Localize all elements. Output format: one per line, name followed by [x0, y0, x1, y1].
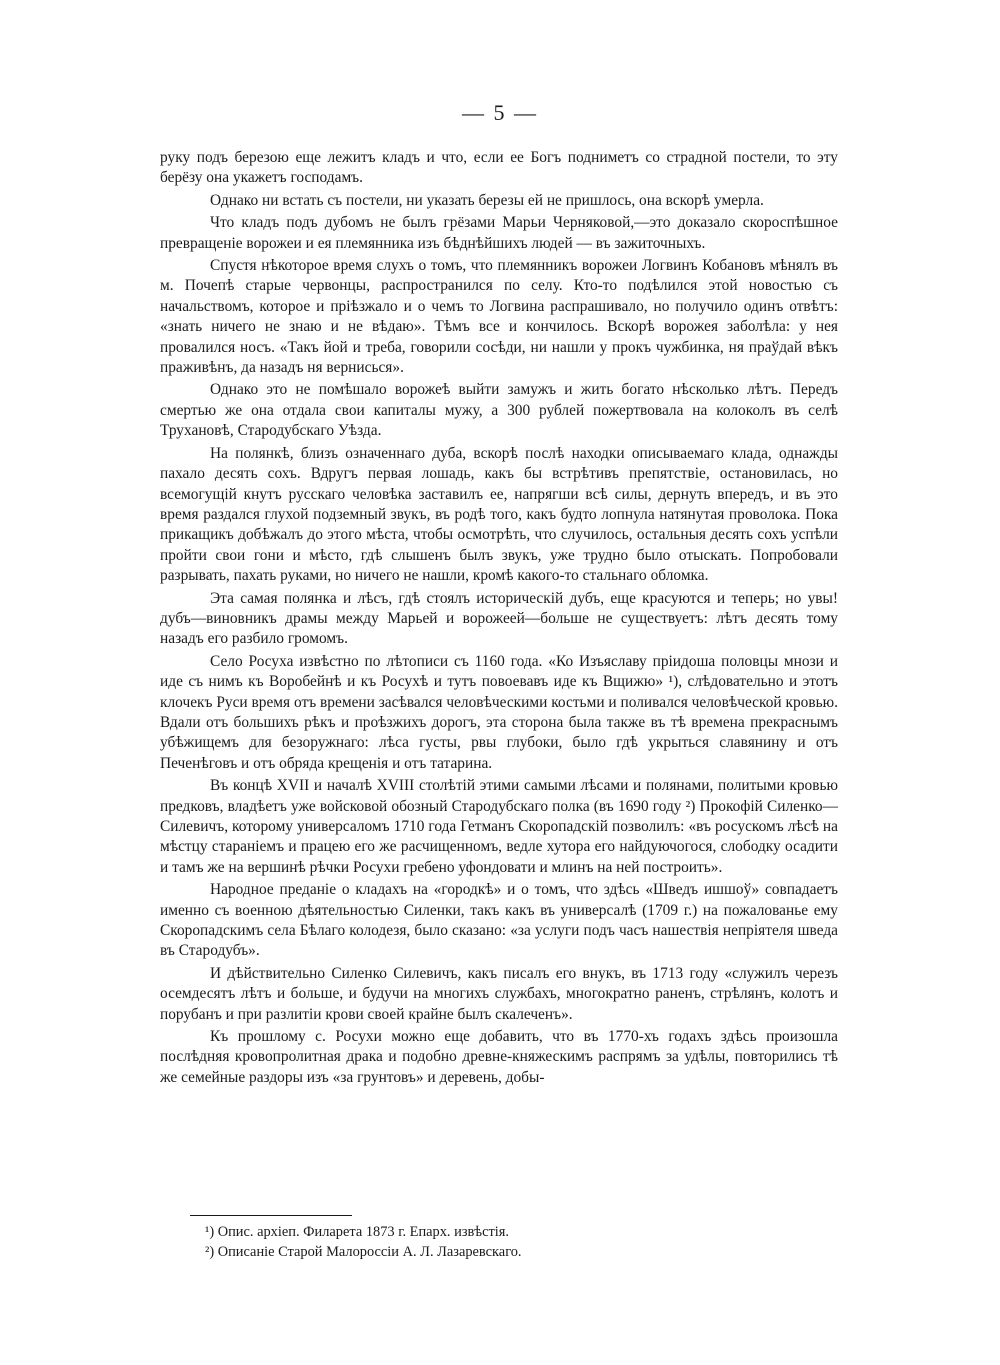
paragraph: Въ концѣ XVII и началѣ XVIII столѣтій этими самыми лѣсами и полянами, политыми кровью предковъ, владѣетъ уже войсковой обозный Стародубскаго полка (въ 1690 году ²) Прокофій Силенко—Силевичъ, которому универсаломъ 1710 года Гетманъ Скоропадскій позволилъ: «въ росускомъ лѣсѣ на мѣстцу стараніемъ и працею его же расчищенномъ, ведле хутора его найдуючогося, слободку осадити и тамъ же на вершинѣ рѣчки Росухи гребено уфондовати и млинъ на ней построить».: [160, 777, 838, 876]
paragraph: И дѣйствительно Силенко Силевичъ, какъ писалъ его внукъ, въ 1713 году «служилъ черезъ осемдесятъ лѣтъ и больше, и будучи на многихъ службахъ, многократно раненъ, стрѣлянъ, колотъ и порубанъ и при разлитіи крови своей крайне былъ скалеченъ».: [160, 964, 838, 1023]
paragraph: Однако это не помѣшало ворожеѣ выйти замужъ и жить богато нѣсколько лѣтъ. Передъ смертью же она отдала свои капиталы мужу, а 300 рублей пожертвовала на колоколъ въ селѣ Трухановѣ, Стародубскаго Уѣзда.: [160, 381, 838, 440]
paragraph: руку подъ березою еще лежитъ кладъ и что, если ее Богъ подниметъ со страдной постели, то эту берёзу она укажетъ господамъ.: [160, 149, 838, 187]
footnote-divider: [190, 1215, 352, 1216]
paragraph: Что кладъ подъ дубомъ не былъ грёзами Марьи Черняковой,—это доказало скороспѣшное превращеніе ворожеи и ея племянника изъ бѣднѣйшихъ людей — въ зажиточныхъ.: [160, 214, 838, 252]
main-text: [160, 148, 838, 1090]
paragraph: Народное преданіе о кладахъ на «городкѣ» и о томъ, что здѣсь «Шведъ ишшоў» совпадаетъ именно съ военною дѣятельностью Силенки, такъ какъ въ универсалѣ (1709 г.) на пожалованье ему Скоропадскимъ села Бѣлаго колодезя, было сказано: «за услуги подъ часъ нашествія непріятеля шведа въ Стародубъ».: [160, 881, 838, 960]
page-number: — 5 —: [462, 100, 538, 125]
paragraph: Эта самая полянка и лѣсъ, гдѣ стоялъ историческій дубъ, еще красуются и теперь; но увы! дубъ—виновникъ драмы между Марьей и ворожеей—больше не существуетъ: лѣтъ десять тому назадъ его разбило громомъ.: [160, 589, 838, 648]
footnote: ²) Описаніе Старой Малороссіи А. Л. Лазаревскаго.: [205, 1244, 522, 1260]
paragraph: Село Росуха извѣстно по лѣтописи съ 1160 года. «Ко Изъяславу пріидоша половцы мнози и иде съ нимъ къ Воробейнѣ и къ Росухѣ и тутъ повоевавъ иде къ Вщижю» ¹), слѣдовательно и этотъ клочекъ Руси время отъ времени засѣвался человѣческими костьми и поливался человѣческой кровью. Вдали отъ большихъ рѣкъ и проѣзжихъ дорогъ, эта сторона была также въ тѣ времена прекраснымъ убѣжищемъ для безоружнаго: лѣса густы, рвы глубоки, было гдѣ укрыться славянину и отъ Печенѣговъ и отъ обряда крещенія и отъ татарина.: [160, 652, 838, 772]
paragraph: Къ прошлому с. Росухи можно еще добавить, что въ 1770-хъ годахъ здѣсь произошла послѣдняя кровопролитная драка и подобно древне-княжескимъ распрямъ за удѣлы, повторились тѣ же семейные раздоры изъ «за грунтовъ» и деревень, добы-: [160, 1028, 838, 1086]
paragraph: Спустя нѣкоторое время слухъ о томъ, что племянникъ ворожеи Логвинъ Кобановъ мѣнялъ въ м. Почепѣ старые червонцы, распространился по селу. Кто-то подѣлился этой новостью съ начальствомъ, которое и пріѣзжало и о чемъ то Логвина распрашивало, но получило одинъ отвѣтъ: «знать ничего не знаю и не вѣдаю». Тѣмъ все и кончилось. Вскорѣ ворожея заболѣла: у нея провалился носъ. «Такъ йой и треба, говорили сосѣди, ни нашли у прокъ чужбинка, ня праўдай вѣкъ праживѣнъ, да назадъ ня вернисься».: [160, 257, 838, 377]
footnotes: [205, 1222, 805, 1262]
paragraph: На полянкѣ, близъ означеннаго дуба, вскорѣ послѣ находки описываемаго клада, однажды пахало десять сохъ. Вдругъ первая лошадь, какъ бы встрѣтивъ препятствіе, остановилась, но всемогущій кнутъ русскаго человѣка заставилъ ее, напрягши всѣ силы, дернуть впередъ, и въ это время раздался глухой подземный звукъ, въ родѣ того, какъ будто лопнула натянутая проволока. Пока прикащикъ добѣжалъ до этого мѣста, чтобы осмотрѣть, что случилось, остальныя десять сохъ успѣли пройти свои гони и мѣсто, гдѣ слышенъ былъ звукъ, уже трудно было отыскать. Попробовали разрывать, пахать руками, но ничего не нашли, кромѣ какого-то стальнаго обломка.: [160, 444, 838, 585]
footnote: ¹) Опис. архіеп. Филарета 1873 г. Епарх. извѣстія.: [205, 1224, 510, 1240]
paragraph: Однако ни встать съ постели, ни указать березы ей не пришлось, она вскорѣ умерла.: [210, 191, 764, 209]
